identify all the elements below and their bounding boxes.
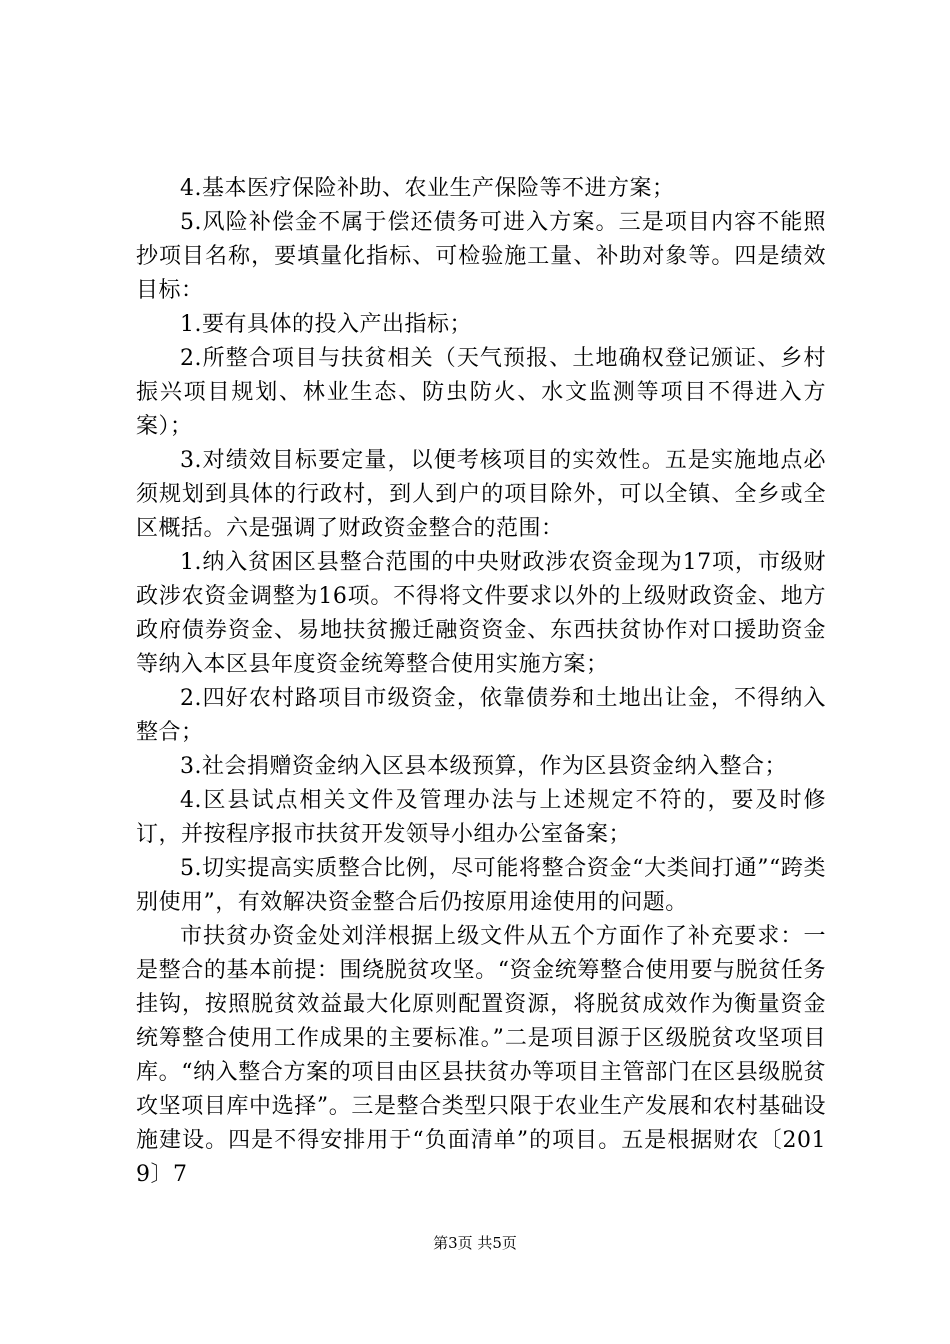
paragraph-10: 5.切实提高实质整合比例，尽可能将整合资金“大类间打通”“跨类别使用”，有效解决资金整合后仍按原用途使用的问题。 [136,856,826,915]
paragraph-7: 2.四好农村路项目市级资金，依靠债券和土地出让金，不得纳入整合； [136,686,826,745]
paragraph-2: 5.风险补偿金不属于偿还债务可进入方案。三是项目内容不能照抄项目名称，要填量化指标、可检验施工量、补助对象等。四是绩效目标： [136,210,826,303]
document-body [136,172,826,1192]
paragraph-11: 市扶贫办资金处刘洋根据上级文件从五个方面作了补充要求：一是整合的基本前提：围绕脱贫攻坚。“资金统筹整合使用要与脱贫任务挂钩，按照脱贫效益最大化原则配置资源，将脱贫成效作为衡量资金统筹整合使用工作成果的主要标准。”二是项目源于区级脱贫攻坚项目库。“纳入整合方案的项目由区县扶贫办等项目主管部门在区县级脱贫攻坚项目库中选择”。三是整合类型只限于农业生产发展和农村基础设施建设。四是不得安排用于“负面清单”的项目。五是根据财农〔2019〕7 [136,924,826,1187]
paragraph-1: 4.基本医疗保险补助、农业生产保险等不进方案； [180,176,675,201]
paragraph-5: 3.对绩效目标要定量，以便考核项目的实效性。五是实施地点必须规划到具体的行政村，到人到户的项目除外，可以全镇、全乡或全区概括。六是强调了财政资金整合的范围： [136,448,826,541]
paragraph-6: 1.纳入贫困区县整合范围的中央财政涉农资金现为17项，市级财政涉农资金调整为16项。不得将文件要求以外的上级财政资金、地方政府债券资金、易地扶贫搬迁融资资金、东西扶贫协作对口援助资金等纳入本区县年度资金统筹整合使用实施方案； [136,550,826,677]
paragraph-9: 4.区县试点相关文件及管理办法与上述规定不符的，要及时修订，并按程序报市扶贫开发领导小组办公室备案； [136,788,826,847]
paragraph-8: 3.社会捐赠资金纳入区县本级预算，作为区县资金纳入整合； [180,754,787,779]
paragraph-3: 1.要有具体的投入产出指标； [180,312,472,337]
page-number-footer: 第3页 共5页 [433,1234,517,1252]
paragraph-4: 2.所整合项目与扶贫相关（天气预报、土地确权登记颁证、乡村振兴项目规划、林业生态、防虫防火、水文监测等项目不得进入方案）； [136,346,826,439]
